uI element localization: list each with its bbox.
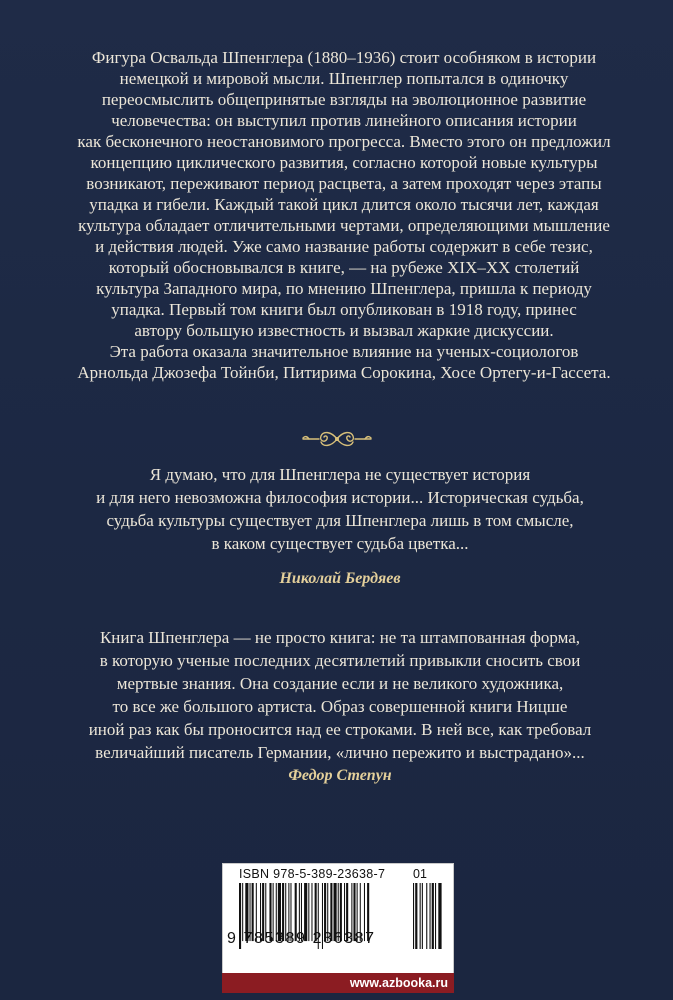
book-description bbox=[70, 47, 618, 383]
description-line: который обосновывался в книге, — на рубеже XIX–XX столетий bbox=[108, 258, 580, 277]
decorative-flourish-icon bbox=[297, 426, 377, 452]
description-line: упадка и гибели. Каждый такой цикл длится около тысячи лет, каждая bbox=[89, 195, 599, 214]
barcode-addon-bar bbox=[432, 883, 434, 949]
barcode-addon-bar bbox=[415, 883, 417, 949]
quote-line: мертвые знания. Она создание если и не великого художника, bbox=[116, 674, 564, 693]
barcode-addon-bar bbox=[426, 883, 427, 949]
barcode-addon-bar bbox=[420, 883, 421, 949]
quote-line: величайший писатель Германии, «лично пережито и выстрадано»... bbox=[95, 743, 585, 762]
quote-line: Книга Шпенглера — не просто книга: не та штампованная форма, bbox=[99, 628, 581, 647]
barcode-digits: 9 785389 236387 bbox=[227, 930, 376, 947]
quote-line: иной раз как бы проносится над ее строками. В ней все, как требовал bbox=[88, 720, 592, 739]
isbn-addon: 01 bbox=[413, 867, 427, 881]
description-line: как бесконечного неостановимого прогресса. Вместо этого он предложил bbox=[77, 132, 611, 151]
quote-author: Федор Степун bbox=[288, 767, 392, 784]
description-line: культура обладает отличительными чертами, определяющими мышление bbox=[78, 216, 610, 235]
description-line: немецкой и мировой мысли. Шпенглер попытался в одиночку bbox=[119, 69, 569, 88]
quote-author: Николай Бердяев bbox=[279, 570, 401, 587]
quote-line: в которую ученые последних десятилетий привыкли сносить свои bbox=[99, 651, 581, 670]
barcode-addon-bar bbox=[430, 883, 431, 949]
description-line: упадка. Первый том книги был опубликован в 1918 году, принес bbox=[111, 300, 577, 319]
quote-stepun bbox=[80, 626, 600, 764]
isbn-barcode bbox=[222, 863, 454, 975]
publisher-url[interactable] bbox=[222, 973, 454, 993]
barcode-addon-bar bbox=[435, 883, 436, 949]
description-line: и действия людей. Уже само название работы содержит в себе тезис, bbox=[95, 237, 593, 256]
description-line: автору большую известность и вызвал жаркие дискуссии. bbox=[134, 321, 554, 340]
quote-berdyaev bbox=[80, 463, 600, 555]
description-line: Фигура Освальда Шпенглера (1880–1936) стоит особняком в истории bbox=[91, 48, 597, 67]
quote-line: в каком существует судьба цветка... bbox=[211, 534, 469, 553]
description-line: человечества: он выступил против линейного описания истории bbox=[111, 111, 577, 130]
quote-line: и для него невозможна философия истории... Историческая судьба, bbox=[96, 488, 584, 507]
quote-line: Я думаю, что для Шпенглера не существует история bbox=[149, 465, 531, 484]
barcode-addon-bar bbox=[438, 883, 441, 949]
quote-line: то все же большого артиста. Образ совершенной книги Ницше bbox=[112, 697, 568, 716]
description-line: Эта работа оказала значительное влияние на ученых-социологов bbox=[109, 342, 579, 361]
description-line: концепцию циклического развития, согласно которой новые культуры bbox=[90, 153, 598, 172]
barcode-addon-bar bbox=[422, 883, 423, 949]
description-line: возникают, переживают период расцвета, а затем проходят через этапы bbox=[86, 174, 602, 193]
description-line: Арнольда Джозефа Тойнби, Питирима Сорокина, Хосе Ортегу-и-Гассета. bbox=[77, 363, 611, 382]
barcode-addon-bar bbox=[413, 883, 414, 949]
description-line: переосмыслить общепринятые взгляды на эволюционное развитие bbox=[101, 90, 587, 109]
isbn-label: ISBN 978-5-389-23638-7 bbox=[239, 867, 386, 881]
quote-line: судьба культуры существует для Шпенглера лишь в том смысле, bbox=[106, 511, 574, 530]
publisher-url-text[interactable]: www.azbooka.ru bbox=[349, 976, 448, 990]
description-line: культура Западного мира, по мнению Шпенглера, пришла к периоду bbox=[96, 279, 592, 298]
